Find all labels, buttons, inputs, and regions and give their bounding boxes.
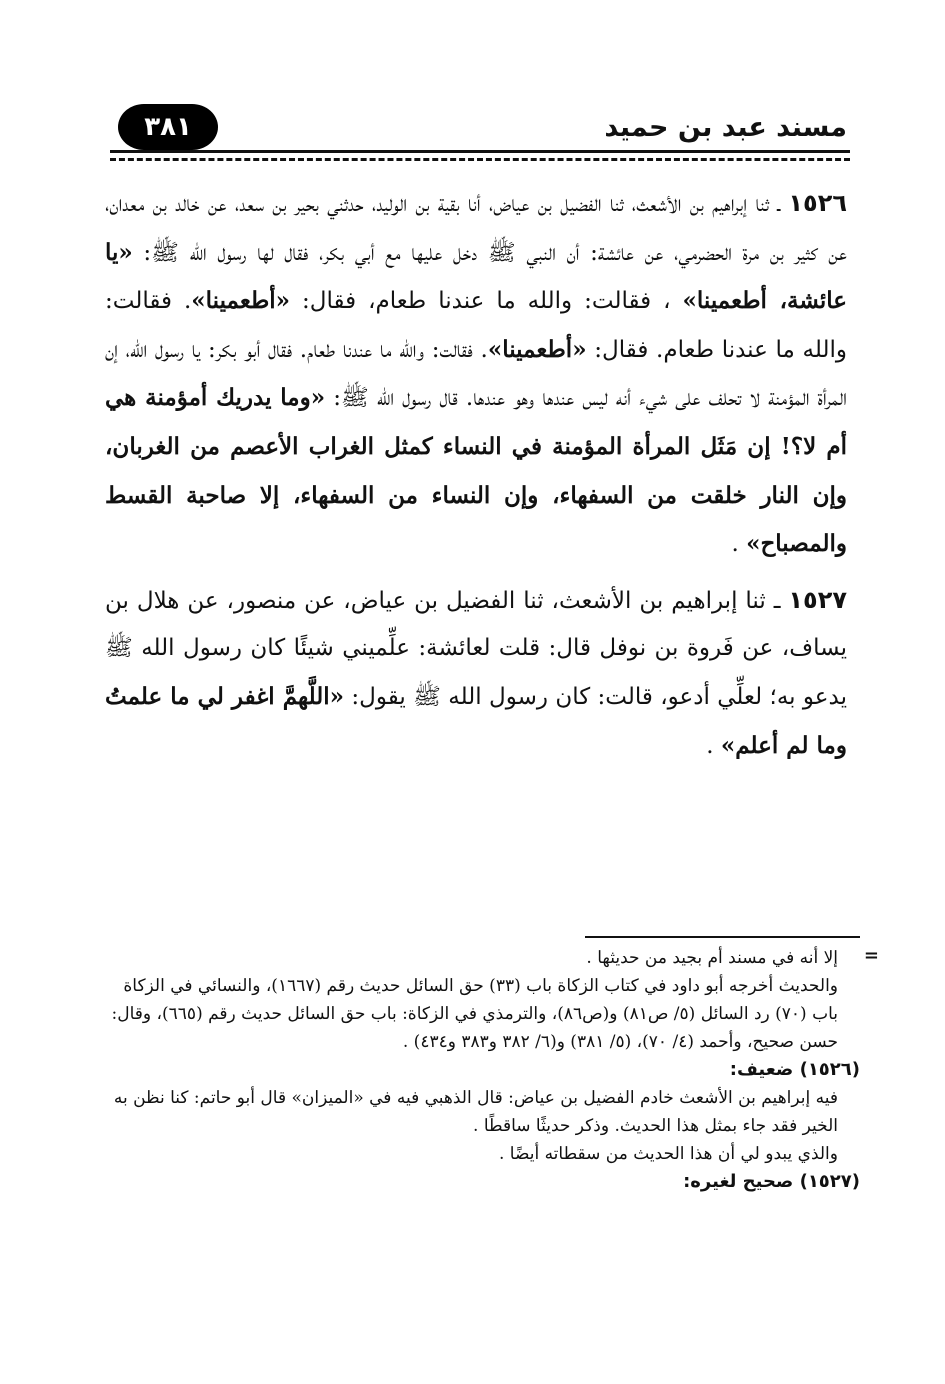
header-rule [110,150,850,153]
hadith-text: ـ ثنا إبراهيم بن الأشعث، ثنا الفضيل بن عياض، أنا بقية بن الوليد، حدثني بحير بن سعد، عن خالد بن معدان، عن كثير بن مرة الحضرمي، عن عائشة: أن النبي ﷺ دخل عليها مع أبي بكر، فقال لها رسول الله ﷺ: [105,191,847,266]
footnote-heading-1526: (١٥٢٦) ضعيف: [729,1059,860,1080]
header-dashed-rule [110,158,850,161]
prophet-quote: «أطعمينا» [191,287,291,315]
footnote-line: والذي يبدو لي أن هذا الحديث من سقطاته أيضًا . [498,1144,838,1164]
page-number-badge: ٣٨١ [118,104,218,150]
prophet-quote: «اللَّهمَّ اغفر لي ما علمتُ وما لم أعلم» [105,682,847,759]
hadith-number: ١٥٢٧ [788,585,847,614]
footnote-line: إلا أنه في مسند أم بجيد من حديثها . [586,948,838,968]
hadith-end: . [731,531,747,558]
hadith-text: ـ ثنا إبراهيم بن الأشعث، ثنا الفضيل بن عياض، عن منصور، عن هلال بن يساف، عن فَروة بن نوفل قال: قلت لعائشة: علِّميني شيئًا كان رسول الله ﷺ يدعو به؛ لعلِّي أدعو، قالت: كان رسول الله ﷺ يقول: [105,587,848,710]
footnote-line: فيه إبراهيم بن الأشعث خادم الفضيل بن عياض: قال الذهبي فيه في «الميزان» قال أبو حاتم: كنا نظن به الخير فقد جاء بمثل هذا الحديث. وذكر حديثًا ساقطًا . [113,1088,838,1136]
prophet-quote: «أطعمينا» [487,335,587,363]
prophet-quote: «وما يدريك أمؤمنة هي أم لا؟! إن مَثَل المرأة المؤمنة في النساء كمثل الغراب الأعصم من الغربان، وإن النار خلقت من السفهاء، وإن النساء من السفهاء، إلا صاحبة القسط والمصباح» [105,384,847,558]
hadith-end: . [706,732,721,759]
footnote-heading-1527: (١٥٢٧) صحيح لغيره: [683,1171,860,1192]
footnote-continuation-mark: = [863,945,879,966]
footnote-separator [585,936,860,938]
running-header-title: مسند عبد بن حميد [604,112,847,143]
main-text [105,180,847,770]
footnote-line: والحديث أخرجه أبو داود في كتاب الزكاة باب (٣٣) حق السائل حديث رقم (١٦٦٧)، والنسائي في الزكاة باب (٧٠) رد السائل (٥/ ص٨١) و(ص٨٦)، والترمذي في الزكاة: باب حق السائل حديث رقم (٦٦٥)، وقال: حسن صحيح، وأحمد (٤/ ٧٠)، (٥/ ٣٨١) و(٦/ ٣٨٢ و٣٨٣ و٤٣٤) . [111,976,838,1052]
hadith-text: . فقالت: والله ما عندنا طعام. فقال أبو بكر: يا رسول الله، إن المرأة المؤمنة لا تحلف على شيء أنه ليس عندها وهو عندها. قال رسول الله ﷺ: [105,336,847,412]
footnotes [108,944,860,1196]
hadith-number: ١٥٢٦ [788,189,847,217]
hadith-1526 [105,180,847,569]
prophet-quote: «يا عائشة، أطعمينا» [105,238,848,315]
hadith-1527 [105,577,847,770]
hadith-text: . فقالت: والله ما عندنا طعام. فقال: [105,288,847,363]
hadith-text: ، فقالت: والله ما عندنا طعام، فقال: [290,288,683,315]
